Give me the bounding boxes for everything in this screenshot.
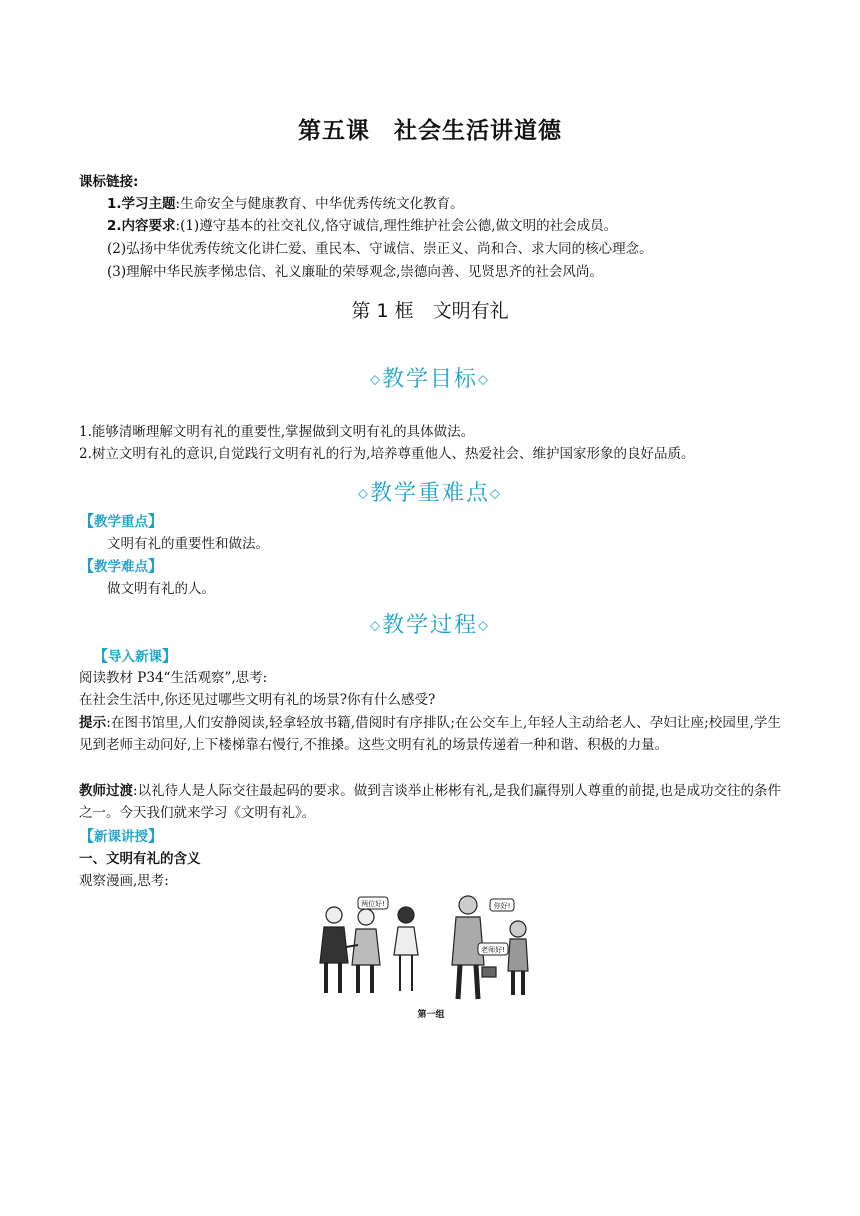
tag-difficult-point: 【教学难点】 (79, 557, 164, 575)
tag-intro: 【导入新课】 (93, 647, 178, 665)
curriculum-item-3: (2)弘扬中华优秀传统文化讲仁爱、重民本、守诚信、崇正义、尚和合、求大同的核心理念。 (107, 241, 653, 257)
comic-figures (318, 895, 544, 1023)
tag-label: 教学重点 (94, 514, 149, 530)
goal-item-1: 1.能够清晰理解文明有礼的重要性,掌握做到文明有礼的具体做法。 (79, 424, 475, 440)
curriculum-item-2 (107, 215, 617, 237)
speech-bubble-2: 你好! (493, 902, 511, 910)
diamond-icon: ◇ (369, 618, 382, 634)
section-subtitle: 第 1 框 文明有礼 (351, 300, 509, 322)
transition-head: 教师过渡 (79, 783, 134, 799)
difficult-point-text: 做文明有礼的人。 (107, 581, 215, 597)
hint-head: 提示 (79, 715, 107, 731)
intro-line-2: 在社会生活中,你还见过哪些文明有礼的场景?你有什么感受? (79, 692, 436, 708)
diamond-icon: ◇ (357, 486, 370, 502)
diamond-icon: ◇ (369, 372, 382, 388)
curriculum-item-1 (107, 193, 464, 215)
transition-paragraph (79, 780, 781, 824)
hint-text: :在图书馆里,人们安静阅读,轻拿轻放书籍,借阅时有序排队;在公交车上,年轻人主动给老人、孕妇让座;校园里,学生见到老师主动问好,上下楼梯靠右慢行,不推搡。这些文明有礼的场景传递着一种和谐、积极的力量。 (79, 715, 782, 753)
comic-caption: 第一组 (417, 1010, 445, 1020)
intro-line-1: 阅读教材 P34“生活观察”,思考: (79, 670, 268, 686)
speech-bubble-1: 两位好! (361, 900, 385, 908)
section-heading-process (0, 608, 860, 639)
section-heading-text: 教学目标 (381, 367, 478, 392)
transition-text: :以礼待人是人际交往最起码的要求。做到言谈举止彬彬有礼,是我们赢得别人尊重的前提,也是成功交往的条件之一。今天我们就来学习《文明有礼》。 (79, 783, 781, 821)
comic-illustration (318, 895, 544, 1023)
section-heading-goals (0, 362, 860, 393)
key-point-text: 文明有礼的重要性和做法。 (107, 536, 269, 552)
diamond-icon: ◇ (490, 486, 502, 502)
section-heading-text: 教学重难点 (369, 481, 490, 506)
curriculum-item-4: (3)理解中华民族孝悌忠信、礼义廉耻的荣辱观念,崇德向善、见贤思齐的社会风尚。 (107, 264, 603, 280)
observe-prompt: 观察漫画,思考: (79, 873, 169, 889)
speech-bubble-3: 老师好! (481, 946, 505, 954)
curriculum-link-label: 课标链接: (79, 174, 139, 190)
diamond-icon: ◇ (478, 372, 490, 388)
tag-label: 新课讲授 (94, 829, 149, 845)
diamond-icon: ◇ (478, 618, 490, 634)
item-text: :(1)遵守基本的社交礼仪,恪守诚信,理性维护社会公德,做文明的社会成员。 (175, 218, 618, 234)
item-text: :生命安全与健康教育、中华优秀传统文化教育。 (175, 196, 464, 212)
item-head: 2.内容要求 (107, 218, 176, 234)
lesson-heading: 一、文明有礼的含义 (79, 851, 201, 867)
lesson-title: 第五课 社会生活讲道德 (298, 118, 562, 144)
goal-item-2: 2.树立文明有礼的意识,自觉践行文明有礼的行为,培养尊重他人、热爱社会、维护国家形象的良好品质。 (79, 446, 695, 462)
item-head: 1.学习主题 (107, 196, 176, 212)
section-heading-difficulty (0, 476, 860, 507)
tag-key-point: 【教学重点】 (79, 512, 164, 530)
tag-new-lesson: 【新课讲授】 (79, 827, 164, 845)
section-heading-text: 教学过程 (381, 613, 478, 638)
tag-label: 导入新课 (108, 649, 163, 665)
tag-label: 教学难点 (94, 559, 149, 575)
hint-paragraph (79, 712, 781, 756)
